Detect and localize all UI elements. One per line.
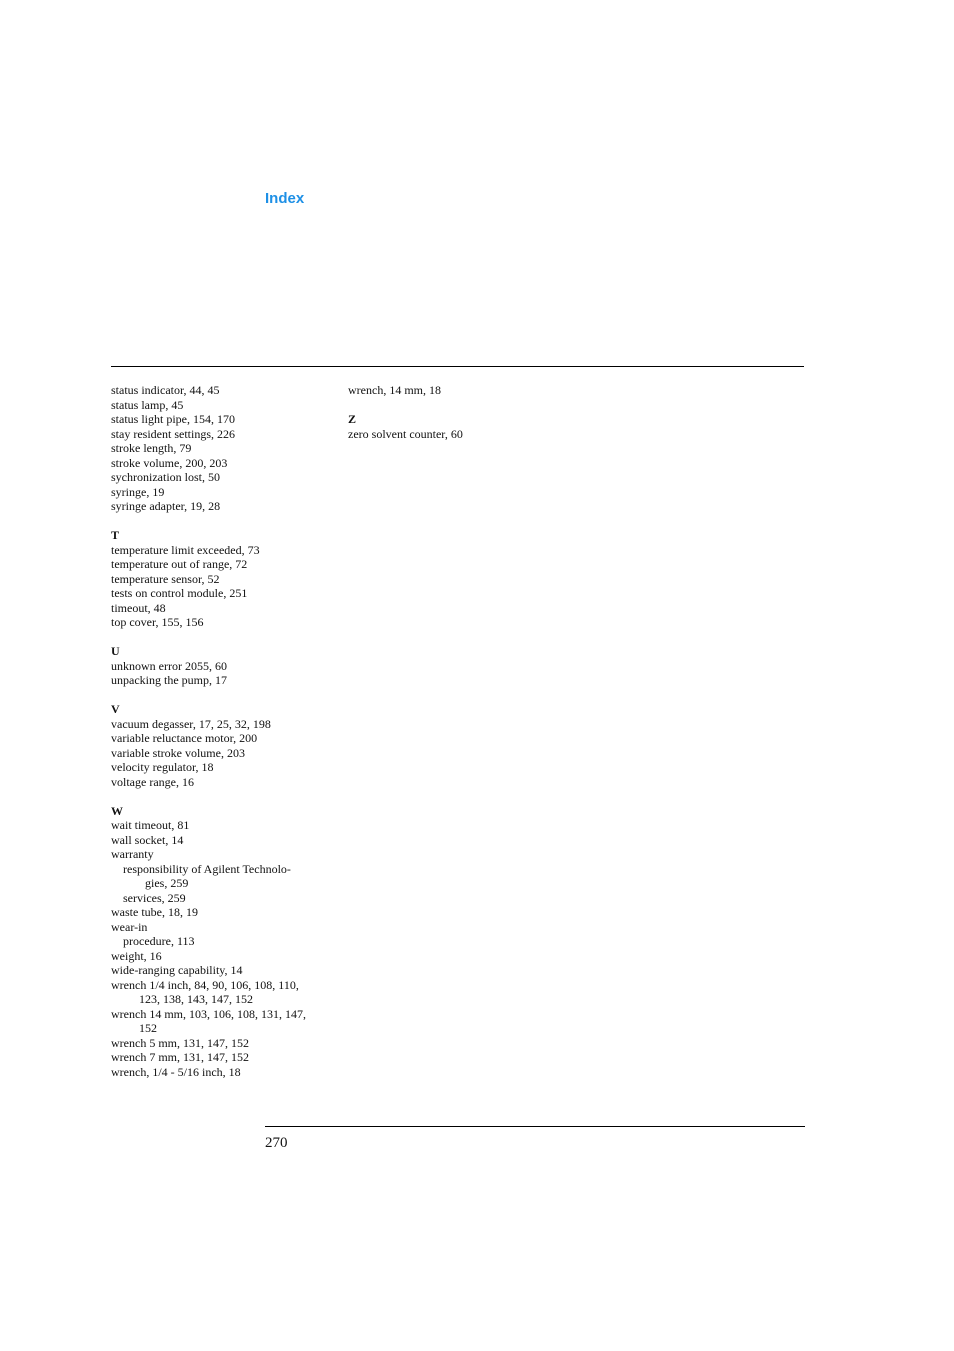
index-column-right <box>348 383 573 456</box>
index-entry: temperature limit exceeded, 73 <box>111 542 260 557</box>
header-rule <box>111 366 804 367</box>
index-group <box>348 412 573 441</box>
index-entry: temperature sensor, 52 <box>111 571 220 586</box>
index-group <box>111 804 336 1080</box>
index-group <box>348 383 573 398</box>
index-entry: services, 259 <box>123 890 186 905</box>
index-entry: temperature out of range, 72 <box>111 557 248 571</box>
index-section-letter: U <box>111 644 120 658</box>
index-group <box>111 383 336 514</box>
index-entry: sychronization lost, 50 <box>111 470 220 484</box>
page-title: Index <box>265 190 305 207</box>
index-entry: syringe, 19 <box>111 484 165 499</box>
index-entry: timeout, 48 <box>111 600 166 615</box>
index-entry: 123, 138, 143, 147, 152 <box>139 992 253 1006</box>
index-entry: wait timeout, 81 <box>111 818 190 832</box>
index-section-letter: Z <box>348 412 357 426</box>
index-entry: waste tube, 18, 19 <box>111 905 198 919</box>
index-entry: wrench 7 mm, 131, 147, 152 <box>111 1050 249 1064</box>
index-entry: zero solvent counter, 60 <box>348 426 463 441</box>
index-entry: wall socket, 14 <box>111 832 184 847</box>
index-entry: wrench 14 mm, 103, 106, 108, 131, 147, <box>111 1006 306 1021</box>
index-entry: unknown error 2055, 60 <box>111 658 227 673</box>
index-group <box>111 644 336 688</box>
index-entry: velocity regulator, 18 <box>111 760 214 774</box>
footer-rule <box>265 1126 805 1127</box>
page-number: 270 <box>265 1135 288 1151</box>
index-entry: status lamp, 45 <box>111 397 184 412</box>
index-entry: syringe adapter, 19, 28 <box>111 499 221 513</box>
index-column-left <box>111 383 336 1094</box>
index-entry: responsibility of Agilent Technolo- <box>123 861 291 876</box>
index-entry: wear-in <box>111 919 148 934</box>
index-entry: status indicator, 44, 45 <box>111 383 220 397</box>
index-entry: stay resident settings, 226 <box>111 426 235 441</box>
index-entry: wrench, 1/4 - 5/16 inch, 18 <box>111 1064 241 1079</box>
index-section-letter: T <box>111 528 120 542</box>
index-section-letter: W <box>111 803 123 818</box>
index-entry: tests on control module, 251 <box>111 586 248 600</box>
index-entry: variable reluctance motor, 200 <box>111 731 258 745</box>
index-group <box>111 528 336 630</box>
index-entry: voltage range, 16 <box>111 774 194 789</box>
index-entry: stroke volume, 200, 203 <box>111 455 228 470</box>
index-entry: wrench 5 mm, 131, 147, 152 <box>111 1035 249 1050</box>
index-entry: 152 <box>139 1021 157 1035</box>
index-section-letter: V <box>111 702 120 716</box>
index-entry: unpacking the pump, 17 <box>111 673 227 687</box>
index-entry: status light pipe, 154, 170 <box>111 412 235 426</box>
index-entry: wrench 1/4 inch, 84, 90, 106, 108, 110, <box>111 977 299 992</box>
index-entry: wide-ranging capability, 14 <box>111 963 243 977</box>
index-entry: weight, 16 <box>111 948 162 963</box>
index-entry: variable stroke volume, 203 <box>111 745 245 760</box>
index-entry: warranty <box>111 847 154 861</box>
index-entry: procedure, 113 <box>123 934 195 948</box>
index-entry: stroke length, 79 <box>111 441 192 455</box>
index-entry: wrench, 14 mm, 18 <box>348 383 441 397</box>
index-entry: gies, 259 <box>145 876 189 890</box>
index-group <box>111 702 336 789</box>
index-entry: vacuum degasser, 17, 25, 32, 198 <box>111 716 271 731</box>
index-entry: top cover, 155, 156 <box>111 615 204 629</box>
